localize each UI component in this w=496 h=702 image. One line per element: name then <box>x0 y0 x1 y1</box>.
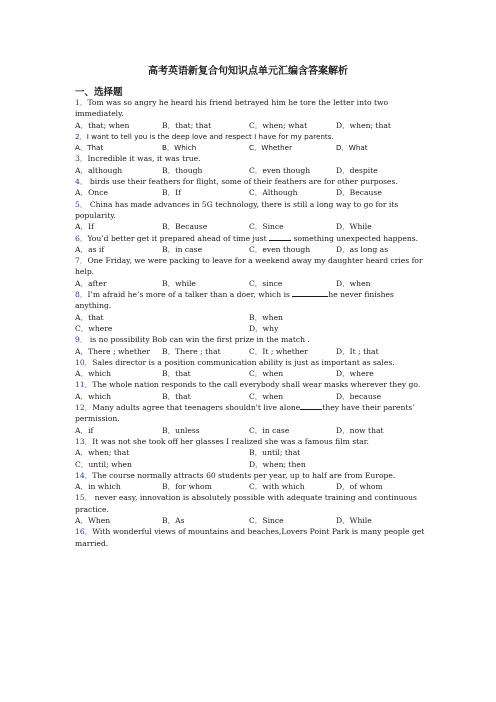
option-c[interactable]: C．when; what <box>249 120 308 130</box>
option-b[interactable]: B．for whom <box>162 482 212 492</box>
option-d[interactable]: D．While <box>336 515 372 525</box>
question-number: 3． <box>75 154 88 164</box>
options-row <box>75 481 427 492</box>
question-stem: is no possibility Bob can win the first prize in the match . <box>87 335 310 345</box>
question-number: 12． <box>75 403 93 413</box>
option-a[interactable]: A．when; that <box>75 448 130 458</box>
option-b[interactable]: B．that <box>162 369 191 379</box>
option-b[interactable]: B．though <box>162 165 203 175</box>
options-row <box>75 187 427 198</box>
question-stem: I want to tell you is the deep love and respect I have for my parents. <box>86 131 334 141</box>
option-c[interactable]: C．since <box>249 278 283 288</box>
option-d[interactable]: D．It ; that <box>336 346 379 356</box>
question-list <box>75 97 427 549</box>
option-d[interactable]: D．where <box>336 369 374 379</box>
option-a[interactable]: A．as if <box>75 244 105 254</box>
question-number: 14． <box>75 470 93 480</box>
option-a[interactable]: A．in which <box>75 482 121 492</box>
question-number: 10． <box>75 357 93 367</box>
option-c[interactable]: C．Since <box>249 515 284 525</box>
question-stem: With wonderful views of mountains and beaches,Lovers Point Park is many people get married. <box>75 527 425 548</box>
question-11 <box>75 379 427 390</box>
question-stem: It was not she took off her glasses I realized she was a famous film star. <box>92 436 369 446</box>
option-a[interactable]: A．If <box>75 222 94 232</box>
option-a[interactable]: A．after <box>75 278 107 288</box>
options-row <box>75 312 427 323</box>
option-b[interactable]: B．until; that <box>249 448 301 458</box>
option-a[interactable]: A．That <box>75 143 104 153</box>
option-b[interactable]: B．when <box>249 312 283 322</box>
option-d[interactable]: D．when; that <box>336 120 391 130</box>
question-stem: You’d better get it prepared ahead of time just <box>87 233 267 243</box>
options-row <box>75 459 427 470</box>
option-a[interactable]: A．that <box>75 312 104 322</box>
option-b[interactable]: B．that; that <box>162 120 212 130</box>
option-d[interactable]: D．What <box>336 143 368 153</box>
options-row <box>75 165 427 176</box>
question-number: 11． <box>75 380 93 390</box>
option-d[interactable]: D．despite <box>336 165 378 175</box>
question-stem-tail: something unexpected happens. <box>293 233 419 243</box>
option-d[interactable]: D．when; then <box>249 459 306 469</box>
option-b[interactable]: B．while <box>162 278 196 288</box>
option-b[interactable]: B．Because <box>162 222 208 232</box>
options-row <box>75 368 427 379</box>
options-row <box>75 391 427 402</box>
options-row <box>75 120 427 131</box>
options-row <box>75 515 427 526</box>
option-b[interactable]: B．As <box>162 515 185 525</box>
question-stem-tail: he never finishes anything. <box>75 290 394 311</box>
question-15 <box>75 492 427 515</box>
option-c[interactable]: C．Although <box>249 188 298 198</box>
option-d[interactable]: D．because <box>336 391 382 401</box>
option-b[interactable]: B．that <box>162 391 191 401</box>
question-number: 16． <box>75 527 93 537</box>
option-d[interactable]: D．as long as <box>336 244 389 254</box>
question-stem: Incredible it was, it was true. <box>87 154 201 164</box>
question-9 <box>75 334 427 345</box>
question-4 <box>75 176 427 187</box>
question-number: 1． <box>75 98 88 107</box>
option-a[interactable]: A．if <box>75 425 94 435</box>
question-6 <box>75 233 427 244</box>
document-title: 高考英语新复合句知识点单元汇编含答案解析 <box>148 66 348 77</box>
option-c[interactable]: C．even though <box>249 165 311 175</box>
option-c[interactable]: C．Whether <box>249 143 293 153</box>
question-stem-tail: they have their parents’ permission. <box>75 403 415 424</box>
question-12 <box>75 402 427 425</box>
question-3 <box>75 153 427 164</box>
question-stem: One Friday, we were packing to leave for a weekend away my daughter heard cries for help. <box>75 256 423 277</box>
question-10 <box>75 357 427 368</box>
option-b[interactable]: B．If <box>162 188 181 198</box>
question-stem: birds use their feathers for flight, some of their feathers are for other purposes. <box>87 177 398 187</box>
options-row <box>75 425 427 436</box>
option-b[interactable]: B．in case <box>162 244 203 254</box>
option-d[interactable]: D．when <box>336 278 371 288</box>
option-d[interactable]: D．Because <box>336 188 382 198</box>
option-a[interactable]: A．There ; whether <box>75 346 150 356</box>
question-stem: Sales director is a position communication ability is just as important as sales. <box>92 357 395 367</box>
question-number: 4． <box>75 177 88 187</box>
question-stem: China has made advances in 5G technology, there is still a long way to go for its popularity. <box>75 199 399 220</box>
question-stem: never easy, innovation is absolutely possible with adequate training and continuous practice. <box>75 493 417 514</box>
question-5 <box>75 199 427 222</box>
option-c[interactable]: C．with which <box>249 482 305 492</box>
question-number: 5． <box>75 199 88 209</box>
options-row <box>75 447 427 458</box>
option-c[interactable]: C．when <box>249 391 284 401</box>
option-c[interactable]: C．Since <box>249 222 284 232</box>
options-row <box>75 346 427 357</box>
option-b[interactable]: B．Which <box>162 143 197 153</box>
answer-blank <box>300 402 322 410</box>
question-13 <box>75 436 427 447</box>
option-d[interactable]: D．of whom <box>336 482 383 492</box>
option-c[interactable]: C．It ; whether <box>249 346 308 356</box>
question-stem: Many adults agree that teenagers shouldn't live alone <box>92 403 301 413</box>
options-row <box>75 278 427 289</box>
options-row <box>75 142 427 153</box>
option-c[interactable]: C．when <box>249 369 284 379</box>
question-7 <box>75 255 427 278</box>
option-c[interactable]: C．until; when <box>75 459 132 469</box>
options-row <box>75 221 427 232</box>
option-d[interactable]: D．why <box>249 323 279 333</box>
option-c[interactable]: C．where <box>75 323 113 333</box>
option-a[interactable]: A．although <box>75 165 123 175</box>
question-8 <box>75 289 427 312</box>
question-2 <box>75 131 427 142</box>
option-c[interactable]: C．in case <box>249 425 290 435</box>
option-a[interactable]: A．that; when <box>75 120 130 130</box>
options-row <box>75 244 427 255</box>
option-a[interactable]: A．When <box>75 515 111 525</box>
question-stem: I’m afraid he’s more of a talker than a doer, which is <box>87 290 290 300</box>
question-stem: The whole nation responds to the call everybody shall wear masks wherever they go. <box>92 380 421 390</box>
option-d[interactable]: D．While <box>336 222 372 232</box>
option-b[interactable]: B．unless <box>162 425 200 435</box>
question-number: 15． <box>75 493 93 503</box>
question-stem: The course normally attracts 60 students per year, up to half are from Europe. <box>92 470 396 480</box>
option-a[interactable]: A．Once <box>75 188 108 198</box>
option-c[interactable]: C．even though <box>249 244 311 254</box>
answer-blank <box>292 289 328 297</box>
options-row <box>75 323 427 334</box>
question-14 <box>75 470 427 481</box>
question-1 <box>75 97 427 120</box>
question-number: 7． <box>75 256 88 266</box>
answer-blank <box>269 233 291 241</box>
question-number: 2． <box>75 131 87 141</box>
question-stem: Tom was so angry he heard his friend betrayed him he tore the letter into two immediately. <box>75 98 389 119</box>
option-a[interactable]: A．which <box>75 391 112 401</box>
section-heading: 一、选择题 <box>75 87 123 98</box>
option-a[interactable]: A．which <box>75 369 112 379</box>
question-number: 8． <box>75 290 88 300</box>
question-number: 9． <box>75 335 88 345</box>
question-16 <box>75 526 427 549</box>
option-d[interactable]: D．now that <box>336 425 384 435</box>
question-number: 13． <box>75 436 93 446</box>
option-b[interactable]: B．There ; that <box>162 346 221 356</box>
question-number: 6． <box>75 233 88 243</box>
